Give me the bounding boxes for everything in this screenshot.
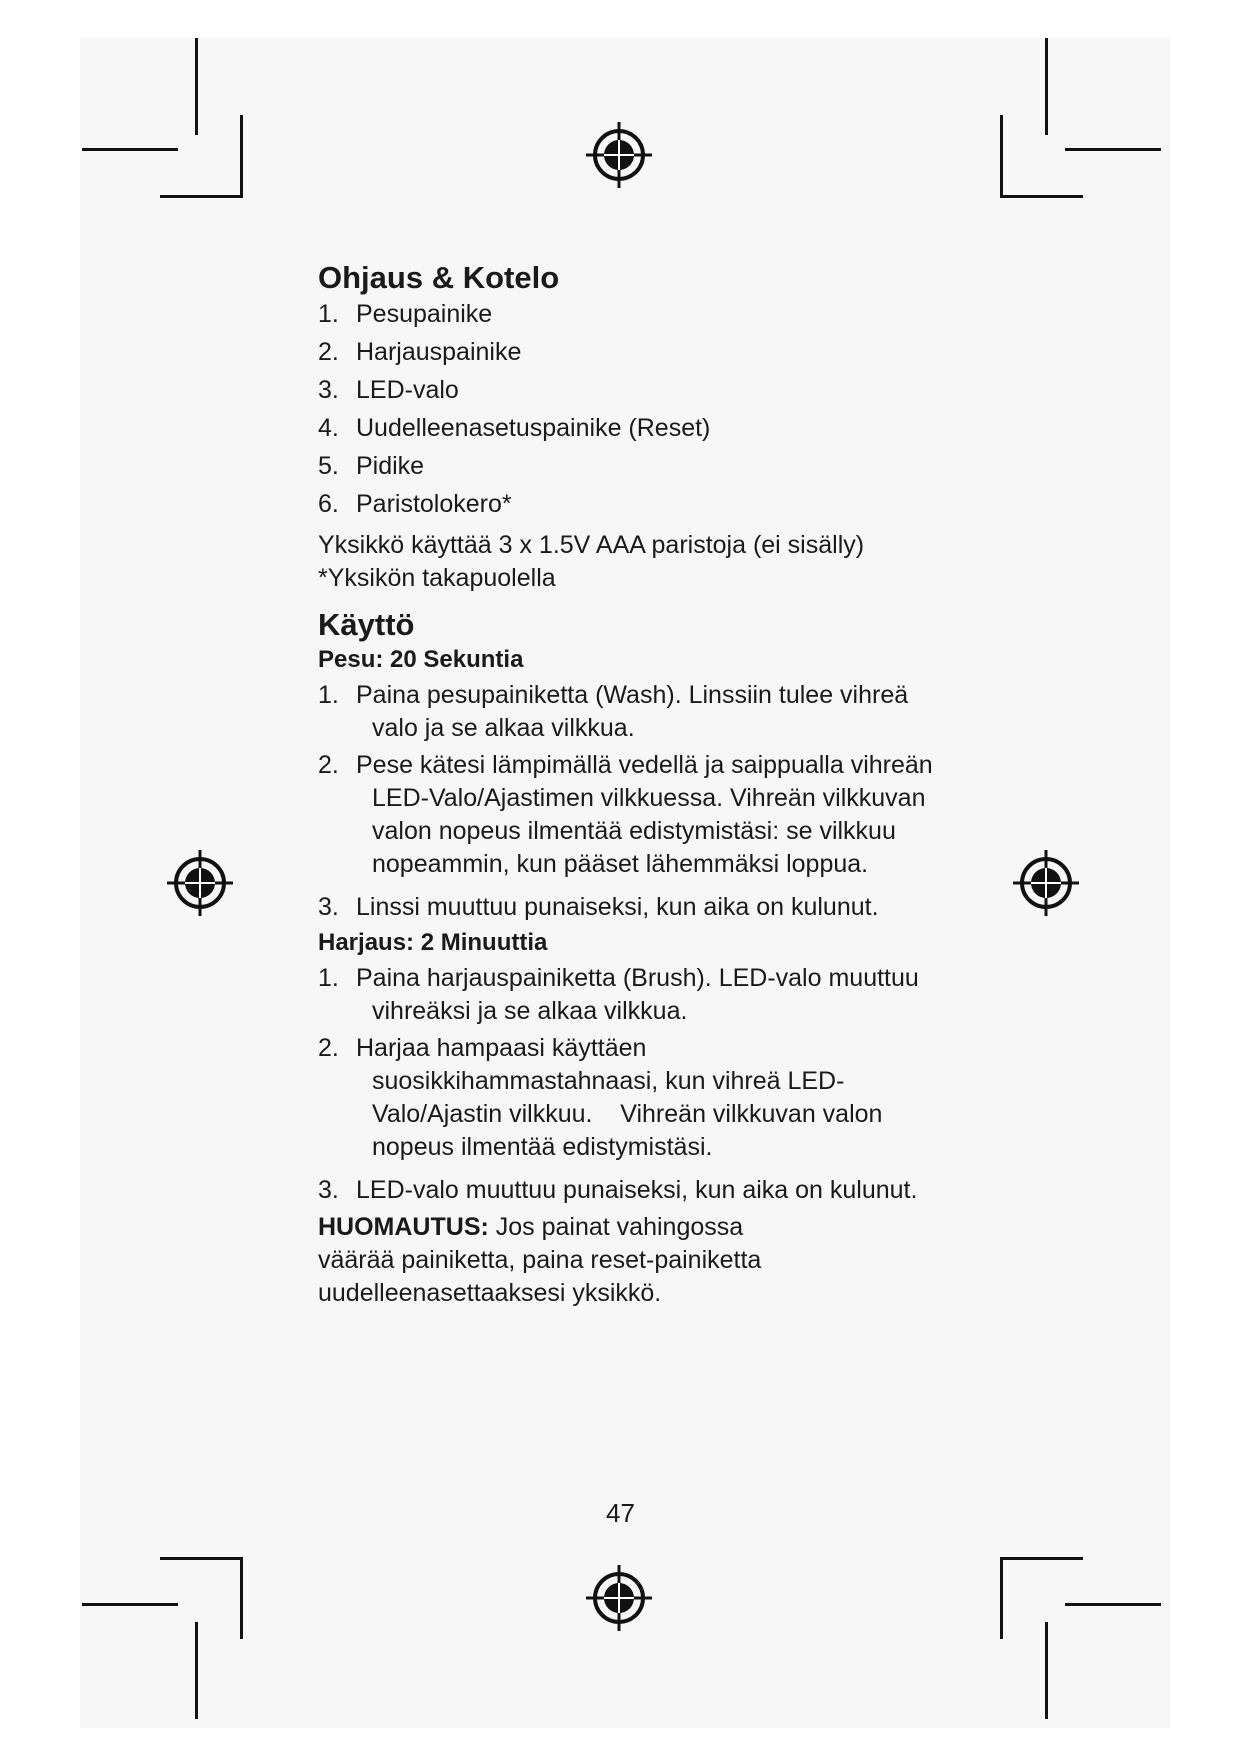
crop-mark: [160, 1557, 243, 1560]
section-title-controls: Ohjaus & Kotelo: [318, 260, 560, 295]
list-item: 3. LED-valo muuttuu punaiseksi, kun aika on kulunut.: [318, 1176, 918, 1204]
list-item: 2. Harjauspainike: [318, 338, 522, 366]
crop-mark: [1000, 1557, 1083, 1560]
crop-mark: [1000, 115, 1003, 198]
manual-content: [318, 258, 938, 1310]
crop-mark: [1065, 148, 1161, 151]
crop-mark: [195, 1622, 198, 1719]
registration-mark-icon: [584, 120, 654, 190]
list-item: 3. Linssi muuttuu punaiseksi, kun aika on kulunut.: [318, 893, 879, 921]
note: [318, 1211, 798, 1310]
note-text: Jos painat vahingossa väärää painiketta, paina reset-painiketta uudelleenasettaaksesi yksikkö.: [318, 1213, 762, 1307]
list-item: 3. LED-valo: [318, 376, 459, 404]
crop-mark: [240, 115, 243, 198]
crop-mark: [1065, 1603, 1161, 1606]
brush-steps: [318, 962, 938, 1207]
note-label: HUOMAUTUS:: [318, 1213, 489, 1241]
wash-steps: [318, 679, 938, 924]
registration-mark-icon: [1011, 848, 1081, 918]
crop-mark: [82, 1603, 178, 1606]
section-title-usage: Käyttö: [318, 607, 415, 642]
crop-mark: [195, 38, 198, 135]
list-item: 6. Paristolokero*: [318, 490, 512, 518]
list-item: 4. Uudelleenasetuspainike (Reset): [318, 414, 711, 442]
controls-list: [318, 298, 938, 521]
wash-heading: Pesu: 20 Sekuntia: [318, 646, 524, 673]
list-item: 2. Pese kätesi lämpimällä vedellä ja saippualla vihreän LED-Valo/Ajastimen vilkkuessa. Vihreän vilkkuvan valon nopeus ilmentää edistymistäsi: se vilkkuu nopeammin, kun pääset lähemmäksi loppua.: [318, 751, 933, 878]
battery-note: Yksikkö käyttää 3 x 1.5V AAA paristoja (ei sisälly): [318, 531, 865, 559]
list-item: 1. Pesupainike: [318, 300, 493, 328]
crop-mark: [1045, 1622, 1048, 1719]
crop-mark: [82, 148, 178, 151]
crop-mark: [1000, 1557, 1003, 1639]
list-item: 1. Paina pesupainiketta (Wash). Linssiin tulee vihreä valo ja se alkaa vilkkua.: [318, 681, 909, 742]
list-item: 5. Pidike: [318, 452, 425, 480]
crop-mark: [1045, 38, 1048, 135]
crop-mark: [1000, 195, 1083, 198]
page-number: 47: [606, 1498, 635, 1528]
list-item: 1. Paina harjauspainiketta (Brush). LED-valo muuttuu vihreäksi ja se alkaa vilkkua.: [318, 964, 919, 1025]
footnote: *Yksikön takapuolella: [318, 564, 556, 592]
crop-mark: [160, 195, 243, 198]
list-item: 2. Harjaa hampaasi käyttäen suosikkihammastahnaasi, kun vihreä LED-Valo/Ajastin vilkkuu. Vihreän vilkkuvan valon nopeus ilmentää edistymistäsi.: [318, 1034, 890, 1161]
registration-mark-icon: [165, 848, 235, 918]
registration-mark-icon: [584, 1563, 654, 1633]
crop-mark: [240, 1557, 243, 1639]
brush-heading: Harjaus: 2 Minuuttia: [318, 929, 548, 956]
